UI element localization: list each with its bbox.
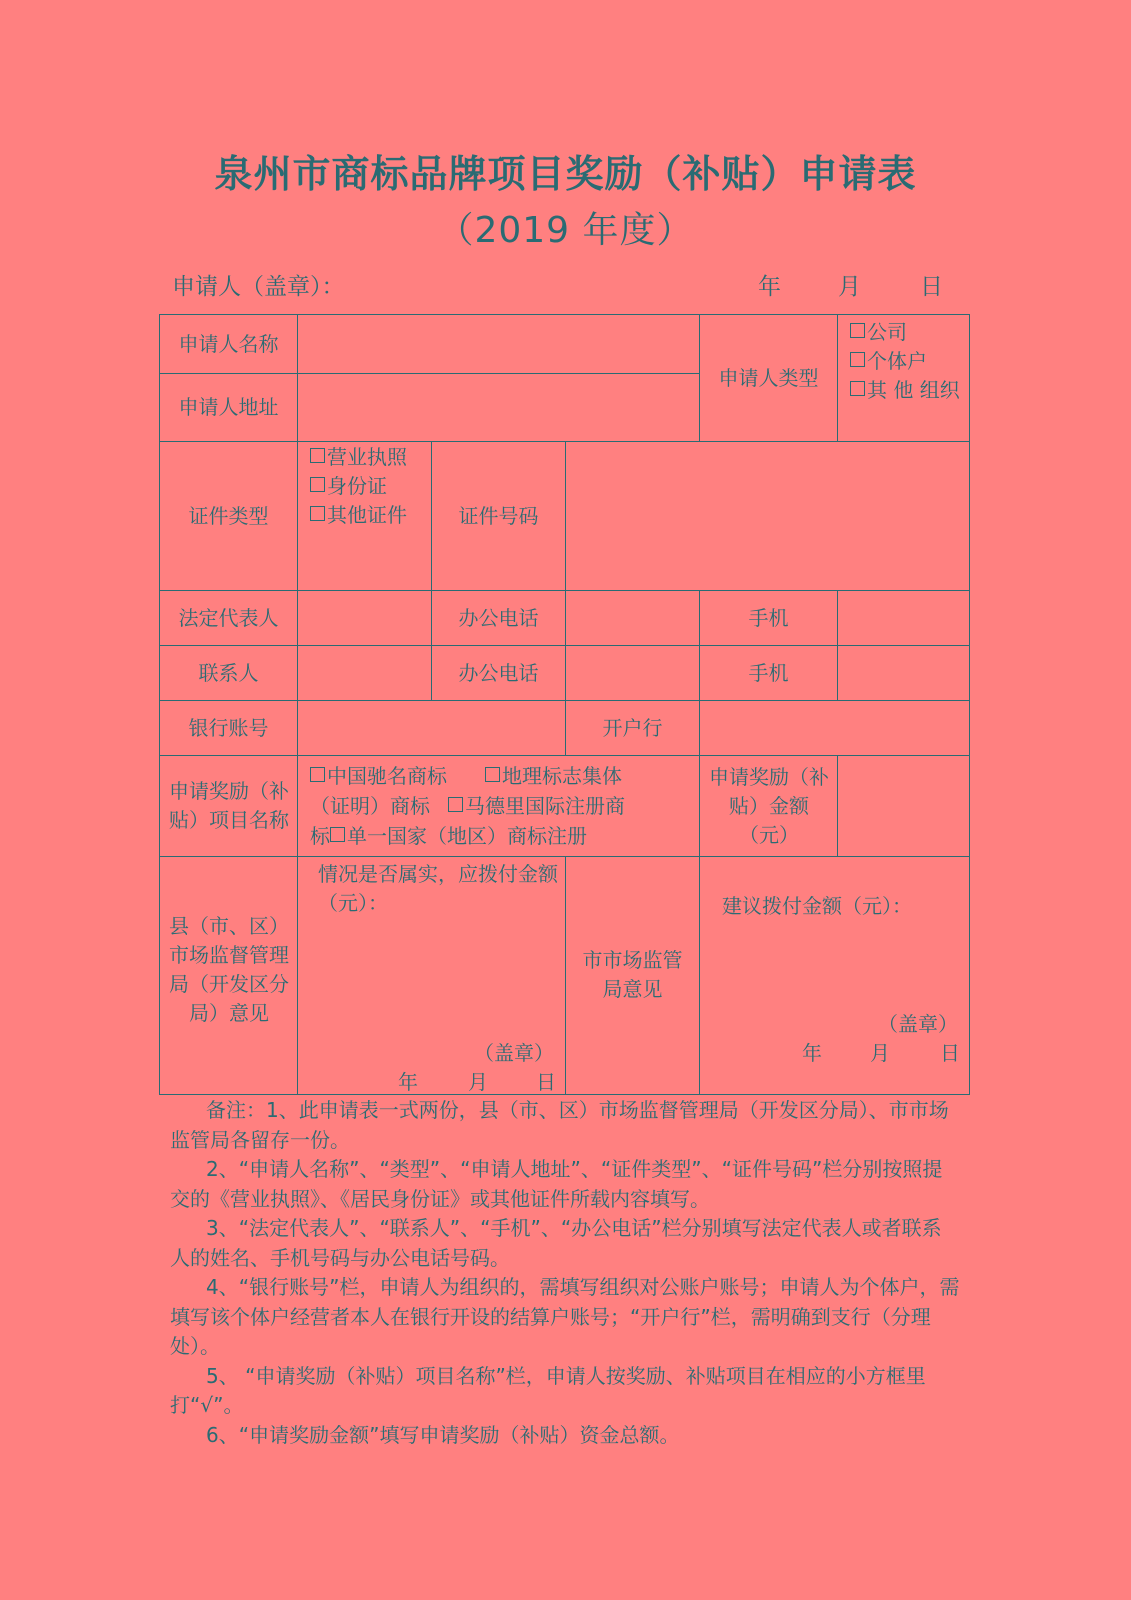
bank-account-field[interactable] (298, 701, 565, 755)
header-month: 月 (838, 274, 861, 300)
county-month: 月 (468, 1070, 488, 1094)
city-day: 日 (940, 1041, 960, 1065)
note-6: 6、“申请奖励金额”填写申请奖励（补贴）资金总额。 (206, 1422, 680, 1447)
amount-field[interactable] (838, 756, 969, 856)
checkbox-icon[interactable] (850, 381, 865, 396)
county-opinion-text: 情况是否属实，应拨付金额（元）： (318, 862, 558, 915)
office-phone-field-2[interactable] (566, 646, 699, 700)
mobile-label: 手机 (748, 605, 789, 630)
checkbox-icon[interactable] (850, 352, 865, 367)
note-5: 5、 “申请奖励（补贴）项目名称”栏，申请人按奖励、补贴项目在相应的小方框里打“√”。 (170, 1363, 926, 1417)
note-2: 2、“申请人名称”、“类型”、“申请人地址”、“证件类型”、“证件号码”栏分别按照提交的《营业执照》、《居民身份证》或其他证件所载内容填写。 (170, 1157, 943, 1211)
project-geo-mark-cont: （证明）商标 (310, 794, 430, 818)
applicant-name-field[interactable] (298, 315, 699, 373)
header-year: 年 (758, 274, 781, 300)
applicant-name-label: 申请人名称 (178, 331, 279, 356)
bank-account-label: 银行账号 (188, 715, 269, 740)
project-madrid-cont: 标 (310, 824, 330, 848)
form-subtitle: （2019 年度） (437, 210, 694, 251)
legal-rep-label: 法定代表人 (178, 605, 279, 630)
project-label: 申请奖励（补贴）项目名称 (169, 779, 289, 832)
mobile-field-2[interactable] (838, 646, 969, 700)
note-4: 4、“银行账号”栏，申请人为组织的，需填写组织对公账户账号；申请人为个体户，需填写该个体户经营者本人在银行开设的结算户账号；“开户行”栏，需明确到支行（分理处）。 (170, 1275, 960, 1358)
checkbox-icon[interactable] (850, 323, 865, 338)
amount-label: 申请奖励（补贴）金额（元） (709, 764, 829, 847)
legal-rep-field[interactable] (298, 591, 431, 645)
applicant-type-other[interactable]: 其 他 组织 (850, 376, 962, 405)
applicant-type-company[interactable]: 公司 (850, 318, 962, 347)
project-well-known[interactable]: 中国驰名商标 (310, 764, 447, 788)
city-month: 月 (870, 1041, 890, 1065)
cert-type-other[interactable]: 其他证件 (310, 501, 422, 530)
bank-field[interactable] (700, 701, 969, 755)
cert-type-license[interactable]: 营业执照 (310, 443, 422, 472)
city-year: 年 (802, 1041, 822, 1065)
cert-type-idcard[interactable]: 身份证 (310, 472, 422, 501)
checkbox-icon[interactable] (485, 767, 500, 782)
project-options (310, 761, 695, 851)
cert-no-field[interactable] (566, 442, 969, 590)
city-seal: （盖章） (878, 1012, 958, 1036)
applicant-seal-label: 申请人（盖章）： (172, 274, 345, 300)
applicant-address-field[interactable] (298, 374, 699, 441)
applicant-type-label: 申请人类型 (718, 365, 819, 390)
contact-field[interactable] (298, 646, 431, 700)
checkbox-icon[interactable] (310, 448, 325, 463)
county-seal: （盖章） (474, 1041, 554, 1065)
notes-section (170, 1096, 960, 1450)
form-title: 泉州市商标品牌项目奖励（补贴）申请表 (214, 152, 917, 196)
cert-type-options (310, 443, 422, 530)
contact-label: 联系人 (198, 660, 259, 685)
applicant-type-options (850, 318, 962, 405)
office-phone-label-2: 办公电话 (458, 660, 539, 685)
header-day: 日 (920, 274, 943, 300)
office-phone-field[interactable] (566, 591, 699, 645)
checkbox-icon[interactable] (330, 827, 345, 842)
cert-type-label: 证件类型 (188, 503, 269, 528)
applicant-address-label: 申请人地址 (178, 395, 279, 419)
note-1: 备注：1、此申请表一式两份，县（市、区）市场监督管理局（开发区分局）、市市场监管局各留存一份。 (170, 1098, 949, 1152)
mobile-field[interactable] (838, 591, 969, 645)
county-day: 日 (536, 1070, 556, 1094)
checkbox-icon[interactable] (448, 797, 463, 812)
county-year: 年 (398, 1070, 418, 1094)
project-madrid[interactable]: 马德里国际注册商 (448, 794, 625, 818)
county-opinion-label: 县（市、区）市场监督管理局（开发区分局）意见 (169, 914, 289, 1025)
city-opinion-text: 建议拨付金额（元）： (722, 894, 912, 918)
bank-label: 开户行 (602, 715, 663, 740)
project-single-country[interactable]: 单一国家（地区）商标注册 (330, 824, 587, 848)
checkbox-icon[interactable] (310, 506, 325, 521)
note-3: 3、“法定代表人”、“联系人”、“手机”、“办公电话”栏分别填写法定代表人或者联系人的姓名、手机号码与办公电话号码。 (170, 1216, 942, 1270)
checkbox-icon[interactable] (310, 767, 325, 782)
checkbox-icon[interactable] (310, 477, 325, 492)
cert-no-label: 证件号码 (458, 503, 539, 528)
mobile-label-2: 手机 (748, 660, 789, 685)
city-opinion-label: 市市场监管局意见 (582, 948, 683, 1001)
applicant-type-individual[interactable]: 个体户 (850, 347, 962, 376)
project-geo-mark[interactable]: 地理标志集体 (485, 764, 622, 788)
office-phone-label: 办公电话 (458, 605, 539, 630)
